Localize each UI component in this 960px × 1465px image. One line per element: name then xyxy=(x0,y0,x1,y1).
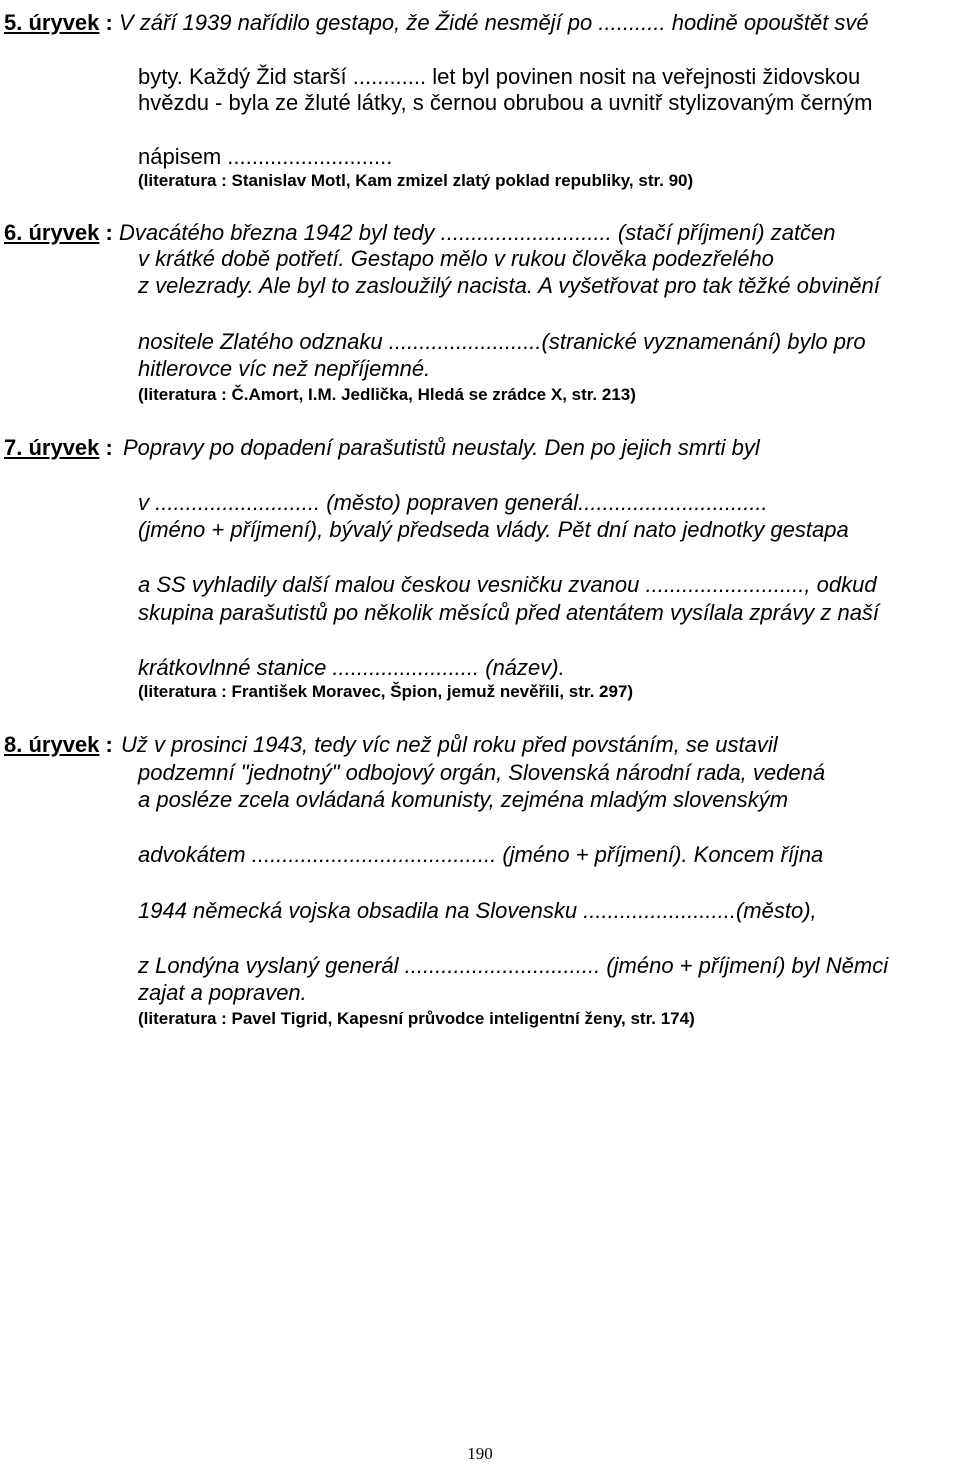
literature-reference: (literatura : František Moravec, Špion, jemuž nevěřili, str. 297) xyxy=(138,682,634,701)
excerpt-text-line: V září 1939 nařídilo gestapo, že Židé nesmějí po ........... hodině opouštět své xyxy=(118,10,869,35)
excerpt-separator: : xyxy=(105,732,113,757)
literature-reference: (literatura : Pavel Tigrid, Kapesní průvodce inteligentní ženy, str. 174) xyxy=(138,1009,695,1028)
excerpt-text-line: byty. Každý Žid starší ............ let byl povinen nosit na veřejnosti židovskou xyxy=(138,64,861,89)
excerpt-6-heading xyxy=(4,219,836,246)
excerpt-text-line: z Londýna vyslaný generál ................................ (jméno + příjmení) byl Němci xyxy=(138,953,889,978)
excerpt-text-line: podzemní "jednotný" odbojový orgán, Slovenská národní rada, vedená xyxy=(138,760,826,785)
excerpt-separator: : xyxy=(105,10,113,35)
excerpt-number: 6. úryvek xyxy=(4,220,100,245)
excerpt-text-line: 1944 německá vojska obsadila na Slovensku .........................(město), xyxy=(138,898,817,923)
excerpt-number: 5. úryvek xyxy=(4,10,100,35)
excerpt-text-line: (jméno + příjmení), bývalý předseda vlády. Pět dní nato jednotky gestapa xyxy=(138,517,849,542)
excerpt-text-line: hvězdu - byla ze žluté látky, s černou obrubou a uvnitř stylizovaným černým xyxy=(138,90,873,115)
excerpt-text-line: krátkovlnné stanice ........................ (název). xyxy=(138,655,565,680)
literature-reference: (literatura : Č.Amort, I.M. Jedlička, Hledá se zrádce X, str. 213) xyxy=(138,385,636,404)
excerpt-separator: : xyxy=(105,435,113,460)
excerpt-5-heading xyxy=(4,9,869,36)
excerpt-text-line: a posléze zcela ovládaná komunisty, zejména mladým slovenským xyxy=(138,787,789,812)
excerpt-text-line: hitlerovce víc než nepříjemné. xyxy=(138,356,431,381)
excerpt-text-line: Dvacátého března 1942 byl tedy ............................ (stačí příjmení) zatčen xyxy=(118,220,836,245)
excerpt-text-line: zajat a popraven. xyxy=(138,980,307,1005)
excerpt-text-line: nápisem ........................... xyxy=(138,144,393,169)
excerpt-text-line: z velezrady. Ale byl to zasloužilý nacista. A vyšetřovat pro tak těžké obvinění xyxy=(138,273,880,298)
excerpt-text-line: v ........................... (město) popraven generál............................... xyxy=(138,490,768,515)
excerpt-separator: : xyxy=(105,220,113,245)
excerpt-text-line: nositele Zlatého odznaku .........................(stranické vyznamenání) bylo pro xyxy=(138,329,866,354)
excerpt-text-line: Už v prosinci 1943, tedy víc než půl roku před povstáním, se ustavil xyxy=(120,732,778,757)
excerpt-text-line: advokátem ........................................ (jméno + příjmení). Koncem října xyxy=(138,842,824,867)
excerpt-text-line: a SS vyhladily další malou českou vesničku zvanou .........................., odkud xyxy=(138,572,877,597)
excerpt-7-heading xyxy=(4,434,760,461)
excerpt-number: 8. úryvek xyxy=(4,732,100,757)
excerpt-number: 7. úryvek xyxy=(4,435,100,460)
excerpt-text-line: v krátké době potřetí. Gestapo mělo v rukou člověka podezřelého xyxy=(138,246,774,271)
literature-reference: (literatura : Stanislav Motl, Kam zmizel zlatý poklad republiky, str. 90) xyxy=(138,171,694,190)
excerpt-text-line: skupina parašutistů po několik měsíců před atentátem vysílala zprávy z naší xyxy=(138,600,880,625)
page-number: 190 xyxy=(467,1444,493,1463)
excerpt-text-line: Popravy po dopadení parašutistů neustaly. Den po jejich smrti byl xyxy=(122,435,760,460)
excerpt-8-heading xyxy=(4,731,778,758)
